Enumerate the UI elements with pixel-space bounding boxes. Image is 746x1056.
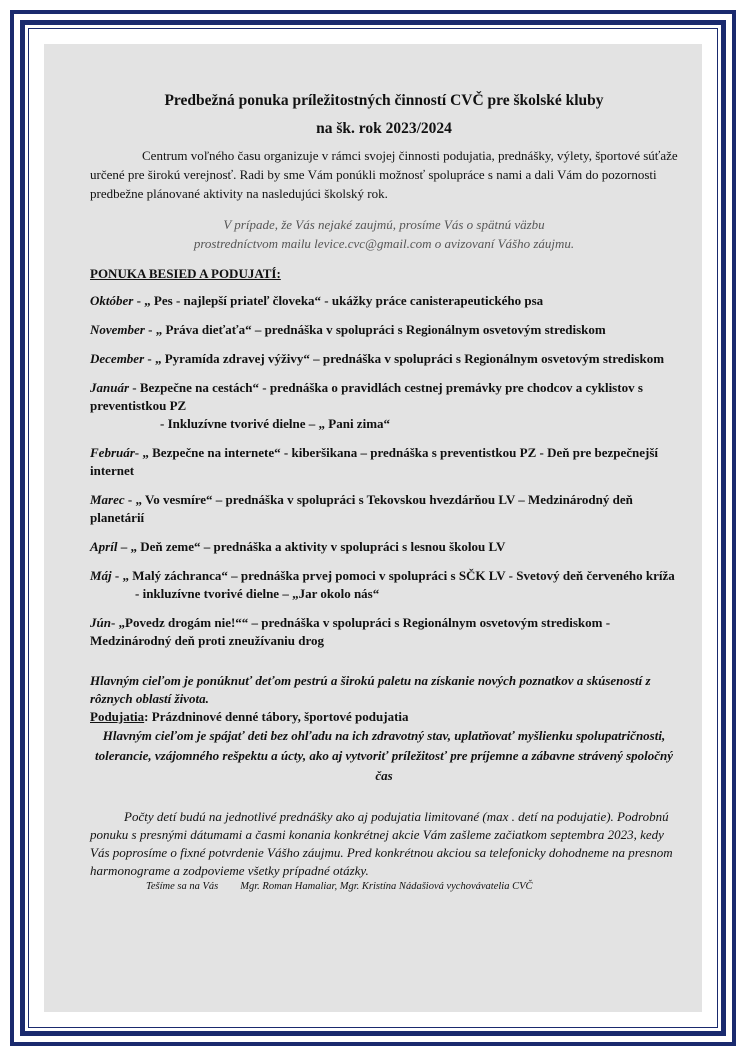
event-text: - „ Bezpečne na internete“ - kiberšikana – prednáška s preventistkou PZ - Deň pre bezpečnejší internet <box>90 445 659 478</box>
event-text: - „ Vo vesmíre“ – prednáška v spolupráci s Tekovskou hvezdárňou LV – Medzinárodný deň planetárií <box>90 492 633 525</box>
secondary-goal: Hlavným cieľom je spájať deti bez ohľadu na ich zdravotný stav, uplatňovať myšlienku spolupatričnosti, tolerancie, vzájomného rešpektu a úcty, ako aj vytvoriť príležitosť pre príjemne a zábavne strávený spoločný čas <box>94 728 674 783</box>
event-item <box>90 491 678 527</box>
event-item <box>90 444 678 480</box>
signature-names: Mgr. Roman Hamaliar, Mgr. Kristína Nádašiová vychovávatelia CVČ <box>240 881 533 892</box>
event-text: – „ Deň zeme“ – prednáška a aktivity v spolupráci s lesnou školou LV <box>117 539 506 554</box>
event-item <box>90 567 678 603</box>
events-summary-text: : Prázdninové denné tábory, športové podujatia <box>144 709 409 724</box>
event-item <box>90 379 678 433</box>
contact-note-line: prostredníctvom mailu levice.cvc@gmail.com o avizovaní Vášho záujmu. <box>193 236 575 251</box>
contact-note <box>90 215 678 253</box>
signature-greeting: Tešíme sa na Vás <box>146 881 219 892</box>
event-subitem: - inkluzívne tvorivé dielne – „Jar okolo nás“ <box>135 586 380 601</box>
event-month: Február <box>90 445 135 460</box>
main-goal: Hlavným cieľom je ponúknuť deťom pestrú a širokú paletu na získanie nových poznatkov a skúseností z rôznych oblastí života. <box>90 673 651 706</box>
event-item <box>90 350 678 368</box>
event-item <box>90 614 678 650</box>
event-month: Jún <box>90 615 111 630</box>
events-summary <box>90 708 678 726</box>
event-month: November <box>90 322 145 337</box>
event-month: Január <box>90 380 130 395</box>
closing-paragraph: Počty detí budú na jednotlivé prednášky ako aj podujatia limitované (max . detí na podujatie). Podrobnú ponuku s presnými dátumami a časmi konania konkrétnej akcie Vám zašleme začiatkom septembra 2023, kedy Vás poprosíme o fixné potvrdenie Vášho záujmu. Pred konkrétnou akciou sa telefonicky dohodneme na presnom harmonograme a zodpovieme všetky prípadné otázky. <box>90 809 673 878</box>
contact-note-line: V prípade, že Vás nejaké zaujmú, prosíme Vás o spätnú väzbu <box>223 217 545 232</box>
document-page <box>44 44 702 1012</box>
event-month: Október <box>90 293 134 308</box>
section-heading: PONUKA BESIED A PODUJATÍ: <box>90 266 281 281</box>
event-item <box>90 321 678 339</box>
events-summary-label: Podujatia <box>90 709 145 724</box>
event-month: Marec <box>90 492 125 507</box>
event-item <box>90 292 678 310</box>
event-month: December <box>90 351 145 366</box>
event-month: Apríl <box>90 539 118 554</box>
document-title: Predbežná ponuka príležitostných činností CVČ pre školské kluby <box>164 92 604 109</box>
event-text: - „ Malý záchranca“ – prednáška prvej pomoci v spolupráci s SČK LV - Svetový deň červeného kríža <box>111 568 675 583</box>
event-subitem: - Inkluzívne tvorivé dielne – „ Pani zima“ <box>160 416 391 431</box>
intro-paragraph: Centrum voľného času organizuje v rámci svojej činnosti podujatia, prednášky, výlety, športové súťaže určené pre širokú verejnosť. Radi by sme Vám ponúkli možnosť spolupráce s nami a dali Vám do pozornosti predbežne plánované aktivity na nasledujúci školský rok. <box>90 148 678 201</box>
event-text: - „Povedz drogám nie!““ – prednáška v spolupráci s Regionálnym osvetovým strediskom - Medzinárodný deň proti zneužívaniu drog <box>90 615 611 648</box>
event-text: - „ Pes - najlepší priateľ človeka“ - ukážky práce canisterapeutického psa <box>133 293 544 308</box>
event-text: - „ Práva dieťaťa“ – prednáška v spolupráci s Regionálnym osvetovým strediskom <box>144 322 606 337</box>
event-month: Máj <box>90 568 112 583</box>
event-item <box>90 538 678 556</box>
event-text: - „ Pyramída zdravej výživy“ – prednáška v spolupráci s Regionálnym osvetovým strediskom <box>144 351 665 366</box>
signature-line <box>146 880 678 894</box>
document-subtitle: na šk. rok 2023/2024 <box>316 120 452 137</box>
event-text: - Bezpečne na cestách“ - prednáška o pravidlách cestnej premávky pre chodcov a cyklistov s preventistkou PZ <box>90 380 643 413</box>
